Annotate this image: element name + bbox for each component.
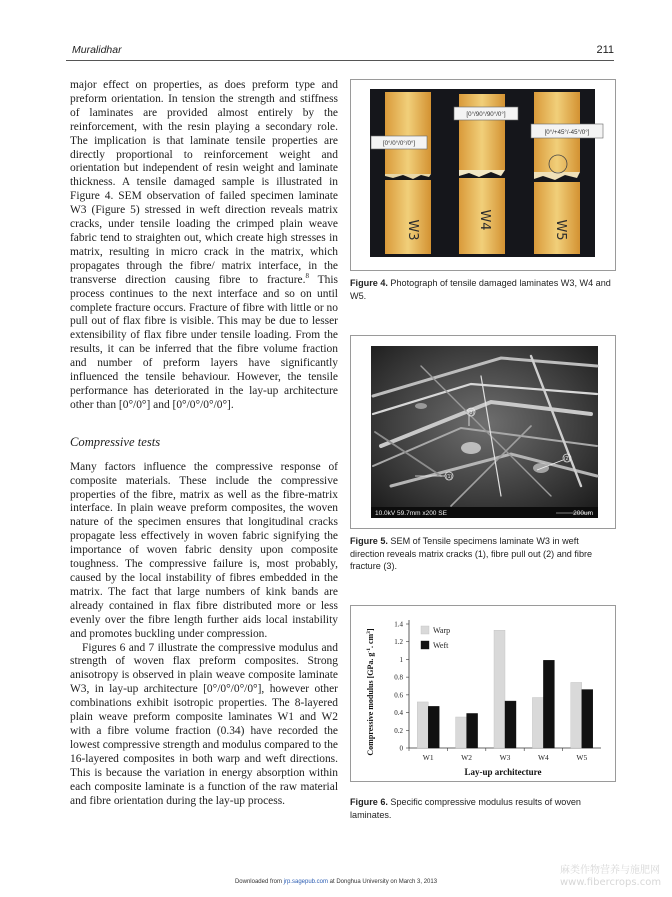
specimen-label-w4: W4 <box>477 209 492 231</box>
bar-weft <box>428 706 439 748</box>
sem-marker-1: (1) <box>445 474 453 480</box>
y-axis-title-part3: ] <box>366 628 375 632</box>
footer-suffix: at Donghua University on March 3, 2013 <box>328 879 438 885</box>
y-tick-label: 1.2 <box>394 638 403 647</box>
y-tick-label: 0.2 <box>394 726 403 735</box>
y-tick-label: 0.4 <box>394 709 403 718</box>
page-number: 211 <box>596 44 614 56</box>
y-axis-title-sup1: -1 <box>366 648 372 653</box>
x-tick-label: W3 <box>499 753 511 762</box>
legend-label-weft: Weft <box>433 641 449 650</box>
y-axis-title-part1: Compressive modulus [GPa. g <box>366 652 375 756</box>
x-tick-label: W2 <box>461 753 473 762</box>
legend-swatch-warp <box>421 626 429 634</box>
figure6-caption-text: Specific compressive modulus results of woven laminates. <box>350 797 581 820</box>
figure5-label: Figure 5. <box>350 536 388 546</box>
header-rule <box>66 60 614 61</box>
x-axis-title: Lay-up architecture <box>464 767 542 777</box>
watermark <box>560 865 661 889</box>
figure5-caption <box>350 535 614 573</box>
body-paragraph-compressive: Many factors influence the compressive response of composite materials. These include the compressive properties of the fibre, matrix as well as the fibre-matrix interface. In plain weave preform composites, the woven nature of the specimen ensures that longitudinal cracks propagate less effectively in woven fabric signifying the importance of woven fabric density upon composite toughness. The compressive failure is, most probably, caused by the local instability of fibres embedded in the matrix. The fact that large numbers of kink bands are already contained in flax fibre distributed more or less evenly over the fibre length further aids local instability and promotes buckling under compression. <box>70 460 338 640</box>
figure4-photo <box>351 80 615 270</box>
figure6-chart <box>351 606 615 781</box>
bar-warp <box>494 630 505 748</box>
figure5-caption-text: SEM of Tensile specimens laminate W3 in weft direction reveals matrix cracks (1), fibre pull out (2) and fibre fracture (3). <box>350 536 593 572</box>
figure6-label: Figure 6. <box>350 797 388 807</box>
figure4-caption-text: Photograph of tensile damaged laminates W3, W4 and W5. <box>350 278 611 301</box>
running-head-author: Muralidhar <box>72 44 122 56</box>
bar-warp <box>417 702 428 748</box>
bar-weft <box>543 660 554 748</box>
bar-warp <box>456 717 467 748</box>
tag-w4: [0°/90°/90°/0°] <box>466 111 506 118</box>
left-column <box>70 79 338 808</box>
specimen-label-w3: W3 <box>405 219 420 241</box>
svg-text:Compressive modulus [GPa. g-1. <box>366 628 375 756</box>
legend-label-warp: Warp <box>433 626 451 635</box>
x-tick-label: W5 <box>576 753 588 762</box>
body-paragraph-tensile <box>70 79 338 413</box>
x-tick-label: W4 <box>537 753 549 762</box>
bar-warp <box>532 698 543 748</box>
specimen-label-w5: W5 <box>553 219 568 241</box>
watermark-line1: 麻类作物营养与施肥网 <box>560 865 660 876</box>
y-axis-title-sup2: 3 <box>366 631 372 634</box>
bar-weft <box>467 713 478 748</box>
y-axis-title-part2: . cm <box>366 633 375 649</box>
plot-area <box>394 620 601 762</box>
section-heading: Compressive tests <box>70 434 161 449</box>
sem-marker-2: (2) <box>563 456 571 462</box>
bar-warp <box>571 682 582 748</box>
para-text-tail: This process continues to the next interface and so on until complete fracture occurs. Fracture of fibre with little or no pull out of flax fibre is visible. This may be due to lesser extensibility of flax fibre under tensile loading. From the results, it can be inferred that the fibre volume fraction and number of preform layers have significantly influenced the tensile behaviour. However, the tensile performance has deteriorated in the lay-up architecture other than [0°/0°] and [0°/0°/0°/0°]. <box>70 273 338 411</box>
y-tick-label: 1 <box>399 655 403 664</box>
bar-weft <box>582 690 593 748</box>
bar-weft <box>505 701 516 748</box>
body-paragraph-figures: Figures 6 and 7 illustrate the compressive modulus and strength of woven flax preform composites. Strong anisotropy is observed in plain weave composite laminate W3, in lay-up architecture [0°/0°/0°/0°], however other combinations exhibit isotropic properties. The 8-layered plain weave preform composite laminates W1 and W2 with a fibre volume fraction (0.34) have recorded the lowest compressive strength and modulus compared to the 16-layered composites in both warp and weft directions. This is because the variation in energy absorption within each composite laminate is a function of the raw material and fibre orientation during the lay-up process. <box>70 641 338 807</box>
watermark-line2: www.fibercrops.com <box>560 877 662 888</box>
figure4-caption <box>350 277 614 302</box>
y-axis-title <box>366 628 375 756</box>
tag-w3: [0°/0°/0°/0°] <box>382 140 416 147</box>
y-tick-label: 1.4 <box>394 620 403 629</box>
x-tick-label: W1 <box>422 753 434 762</box>
sem-scale-bar-label: 200um <box>573 510 593 517</box>
tag-w5: [0°/+45°/-45°/0°] <box>544 129 590 136</box>
figure6-frame <box>350 605 616 782</box>
footer-link[interactable]: jrp.sagepub.com <box>283 879 328 885</box>
sem-info-bar: 10.0kV 59.7mm x200 SE <box>375 510 447 517</box>
sem-marker-3: (3) <box>467 410 475 416</box>
footer-prefix: Downloaded from <box>234 879 284 885</box>
legend-swatch-weft <box>421 641 429 649</box>
figure4-label: Figure 4. <box>350 278 388 288</box>
figure5-frame <box>350 335 616 529</box>
figure5-sem-image <box>351 336 615 528</box>
y-tick-label: 0.6 <box>394 691 403 700</box>
para-text: major effect on properties, as does preform type and preform orientation. In tension the strength and stiffness of laminates are provided almost entirely by the reinforcement, with the resin playing a secondary role. The implication is that laminate tensile properties are directly proportional to reinforcement weight and orientation but independent of resin weight and laminate thickness. A tensile damaged sample is illustrated in Figure 4. SEM observation of failed specimen laminate W3 (Figure 5) stressed in weft direction reveals matrix cracks, under tensile loading the crimped plain weave fabric tend to straighten out, which create high stresses in matrix, resulting in micro crack in the matrix, which propagates through the fibre/ matrix interface, in the transverse direction causing fibre to fracture. <box>70 79 338 286</box>
y-tick-label: 0 <box>399 744 403 753</box>
y-tick-label: 0.8 <box>394 673 403 682</box>
figure6-caption <box>350 796 614 821</box>
reference-superscript: 8 <box>305 271 309 280</box>
figure4-frame <box>350 79 616 271</box>
